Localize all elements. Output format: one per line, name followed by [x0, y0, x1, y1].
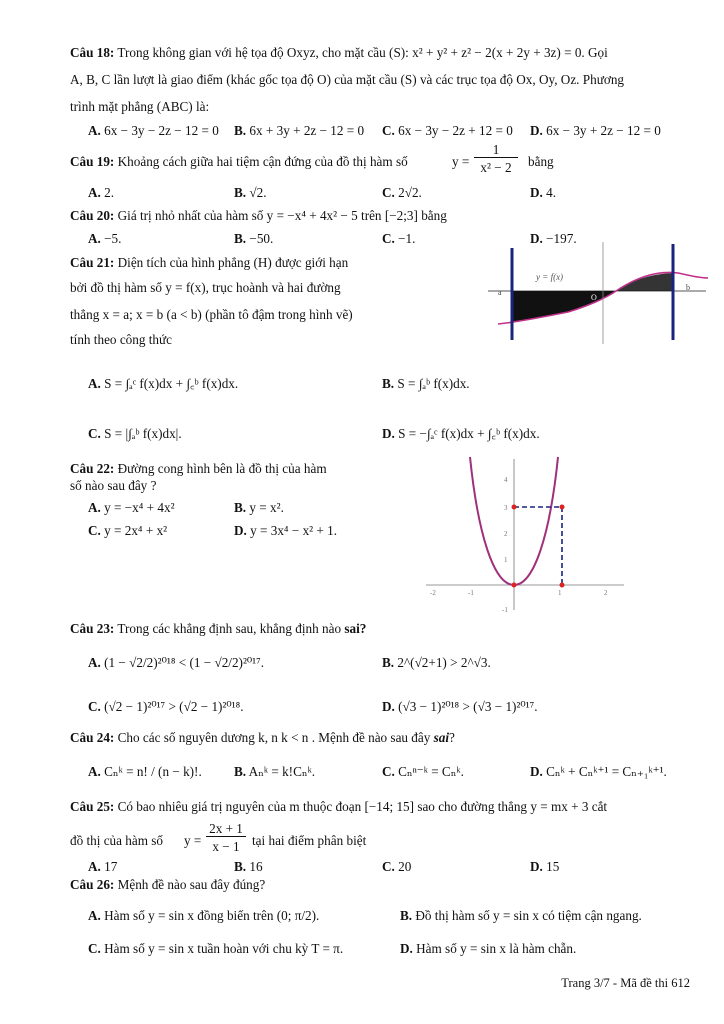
- q24-option-b: B. Aₙᵏ = k!Cₙᵏ.: [234, 764, 316, 779]
- q21-option-b: B. S = ∫ₐᵇ f(x)dx.: [382, 376, 470, 391]
- q19-text: Khoảng cách giữa hai tiệm cận đứng của đồ thị hàm số: [117, 154, 408, 169]
- q25-option-b: B. 16: [234, 859, 263, 874]
- q18-line2: A, B, C lần lượt là giao điểm (khác gốc tọa độ O) của mặt cầu (S) và các trục tọa độ Ox, Oy, Oz. Phương: [70, 72, 625, 87]
- q18-line3: trình mặt phẳng (ABC) là:: [70, 99, 210, 114]
- q24-emph: sai: [433, 730, 450, 745]
- q19-option-a: A. 2.: [88, 185, 115, 200]
- q23-option-d: D. (√3 − 1)²⁰¹⁸ > (√3 − 1)²⁰¹⁷.: [382, 699, 538, 714]
- q22-xtick-neg2: -2: [430, 589, 436, 597]
- q20-option-a: A. −5.: [88, 231, 122, 246]
- q19-fx: y =: [452, 154, 470, 169]
- q21-line1: [70, 254, 348, 271]
- q22-ytick-4: 4: [504, 476, 508, 484]
- q24-line: [70, 729, 455, 746]
- q21-area-graph: [488, 240, 708, 346]
- q19-option-c: C. 2√2.: [382, 185, 422, 200]
- q25-fx: y =: [184, 833, 202, 848]
- q21-label: Câu 21:: [70, 255, 115, 270]
- q22-point-curve: [560, 505, 565, 510]
- q21-area-below: [512, 291, 616, 322]
- q23-option-c: C. (√2 − 1)²⁰¹⁷ > (√2 − 1)²⁰¹⁸.: [88, 699, 244, 714]
- q21-option-c: C. S = |∫ₐᵇ f(x)dx|.: [88, 426, 182, 441]
- q22-point-origin: [512, 583, 517, 588]
- q22-xtick-1: 1: [558, 589, 562, 597]
- q23-line: [70, 620, 366, 637]
- q18-option-d: D. 6x − 3y + 2z − 12 = 0: [530, 123, 661, 138]
- q22-option-d: D. y = 3x⁴ − x² + 1.: [234, 523, 338, 538]
- q25-text1: Có bao nhiêu giá trị nguyên của m thuộc đoạn [−14; 15] sao cho đường thẳng y = mx + 3 cắt: [117, 799, 608, 814]
- q23-emph: sai?: [344, 621, 367, 636]
- q26-option-a: A. Hàm số y = sin x đồng biến trên (0; π/2).: [88, 908, 320, 923]
- q26-line: [70, 876, 265, 893]
- q25-option-a: A. 17: [88, 859, 118, 874]
- q22-point-x: [560, 583, 565, 588]
- q22-point-y: [512, 505, 517, 510]
- q21-tick-a: a: [498, 288, 502, 297]
- q24-option-d: D. Cₙᵏ + Cₙᵏ⁺¹ = Cₙ₊₁ᵏ⁺¹.: [530, 764, 667, 779]
- page-footer: Trang 3/7 - Mã đề thi 612: [561, 976, 690, 990]
- q20-option-d: D. −197.: [530, 231, 577, 246]
- q19-label: Câu 19:: [70, 154, 115, 169]
- q26-text: Mệnh đề nào sau đây đúng?: [117, 877, 266, 892]
- q21-graph-label: y = f(x): [536, 272, 564, 282]
- q19-option-b: B. √2.: [234, 185, 267, 200]
- q21-area-above: [616, 273, 673, 291]
- q25-line2b: tại hai điểm phân biệt: [252, 833, 367, 848]
- q24-option-c: C. Cₙⁿ⁻ᵏ = Cₙᵏ.: [382, 764, 464, 779]
- q26-option-d: D. Hàm số y = sin x là hàm chẵn.: [400, 941, 577, 956]
- q18-option-c: C. 6x − 3y − 2z + 12 = 0: [382, 123, 513, 138]
- q21-option-d: D. S = −∫ₐᶜ f(x)dx + ∫꜀ᵇ f(x)dx.: [382, 426, 540, 441]
- q26-label: Câu 26:: [70, 877, 115, 892]
- q25-denominator: x − 1: [212, 839, 240, 854]
- q24-label: Câu 24:: [70, 730, 115, 745]
- q23-option-b: B. 2^(√2+1) > 2^√3.: [382, 655, 491, 670]
- q18-option-b: B. 6x + 3y + 2z − 12 = 0: [234, 123, 365, 138]
- q26-option-b: B. Đồ thị hàm số y = sin x có tiệm cận ngang.: [400, 908, 642, 923]
- q20-label: Câu 20:: [70, 208, 115, 223]
- q22-label: Câu 22:: [70, 461, 115, 476]
- q22-line1: [70, 460, 327, 477]
- q20-option-b: B. −50.: [234, 231, 274, 246]
- q21-option-a: A. S = ∫ₐᶜ f(x)dx + ∫꜀ᵇ f(x)dx.: [88, 376, 239, 391]
- q23-option-a: A. (1 − √2/2)²⁰¹⁸ < (1 − √2/2)²⁰¹⁷.: [88, 655, 265, 670]
- q18-label: Câu 18:: [70, 45, 115, 60]
- q22-ytick-neg1: -1: [502, 606, 508, 614]
- q19-option-d: D. 4.: [530, 185, 557, 200]
- q25-line1: [70, 798, 607, 815]
- q24-tail: ?: [449, 730, 455, 745]
- q24-option-a: A. Cₙᵏ = n! / (n − k)!.: [88, 764, 202, 779]
- q20-option-c: C. −1.: [382, 231, 416, 246]
- q22-text1: Đường cong hình bên là đồ thị của hàm: [117, 461, 327, 476]
- q22-parabola-graph: [418, 455, 630, 615]
- q23-label: Câu 23:: [70, 621, 115, 636]
- q19-denominator: x² − 2: [480, 160, 512, 175]
- q23-text: Trong các khẳng định sau, khẳng định nào: [117, 621, 342, 636]
- q20-line: [70, 207, 447, 224]
- q21-tick-c: c: [610, 293, 614, 302]
- q21-line4: tính theo công thức: [70, 332, 173, 347]
- q19-line: [70, 153, 408, 170]
- q18-line1: [70, 44, 608, 61]
- q22-ytick-1: 1: [504, 556, 508, 564]
- q21-line3: thẳng x = a; x = b (a < b) (phần tô đậm trong hình vẽ): [70, 307, 353, 322]
- q22-ytick-3: 3: [504, 504, 508, 512]
- q25-option-c: C. 20: [382, 859, 412, 874]
- q22-option-c: C. y = 2x⁴ + x²: [88, 523, 168, 538]
- q21-tick-b: b: [686, 283, 690, 292]
- q21-text1: Diện tích của hình phẳng (H) được giới hạn: [117, 255, 349, 270]
- q25-line2a: đồ thị của hàm số: [70, 833, 164, 848]
- q26-option-c: C. Hàm số y = sin x tuần hoàn với chu kỳ T = π.: [88, 941, 344, 956]
- q22-xtick-neg1: -1: [468, 589, 474, 597]
- q22-ytick-2: 2: [504, 530, 508, 538]
- q22-option-a: A. y = −x⁴ + 4x²: [88, 500, 175, 515]
- q25-numerator: 2x + 1: [206, 821, 246, 837]
- q21-line2: bởi đồ thị hàm số y = f(x), trục hoành và hai đường: [70, 280, 341, 295]
- q18-text1: Trong không gian với hệ tọa độ Oxyz, cho mặt cầu (S): x² + y² + z² − 2(x + 2y + 3z) = 0. Gọi: [117, 45, 608, 60]
- q19-numerator: 1: [474, 142, 518, 158]
- q24-text: Cho các số nguyên dương k, n k < n . Mệnh đề nào sau đây: [117, 730, 431, 745]
- q22-option-b: B. y = x².: [234, 500, 284, 515]
- q21-tick-o: O: [591, 293, 597, 302]
- q22-xtick-2: 2: [604, 589, 608, 597]
- q20-text: Giá trị nhỏ nhất của hàm số y = −x⁴ + 4x² − 5 trên [−2;3] bằng: [117, 208, 447, 223]
- q19-tail: bằng: [528, 154, 554, 169]
- q18-option-a: A. 6x − 3y − 2z − 12 = 0: [88, 123, 219, 138]
- q25-option-d: D. 15: [530, 859, 560, 874]
- q22-line2: số nào sau đây ?: [70, 478, 157, 493]
- q25-label: Câu 25:: [70, 799, 115, 814]
